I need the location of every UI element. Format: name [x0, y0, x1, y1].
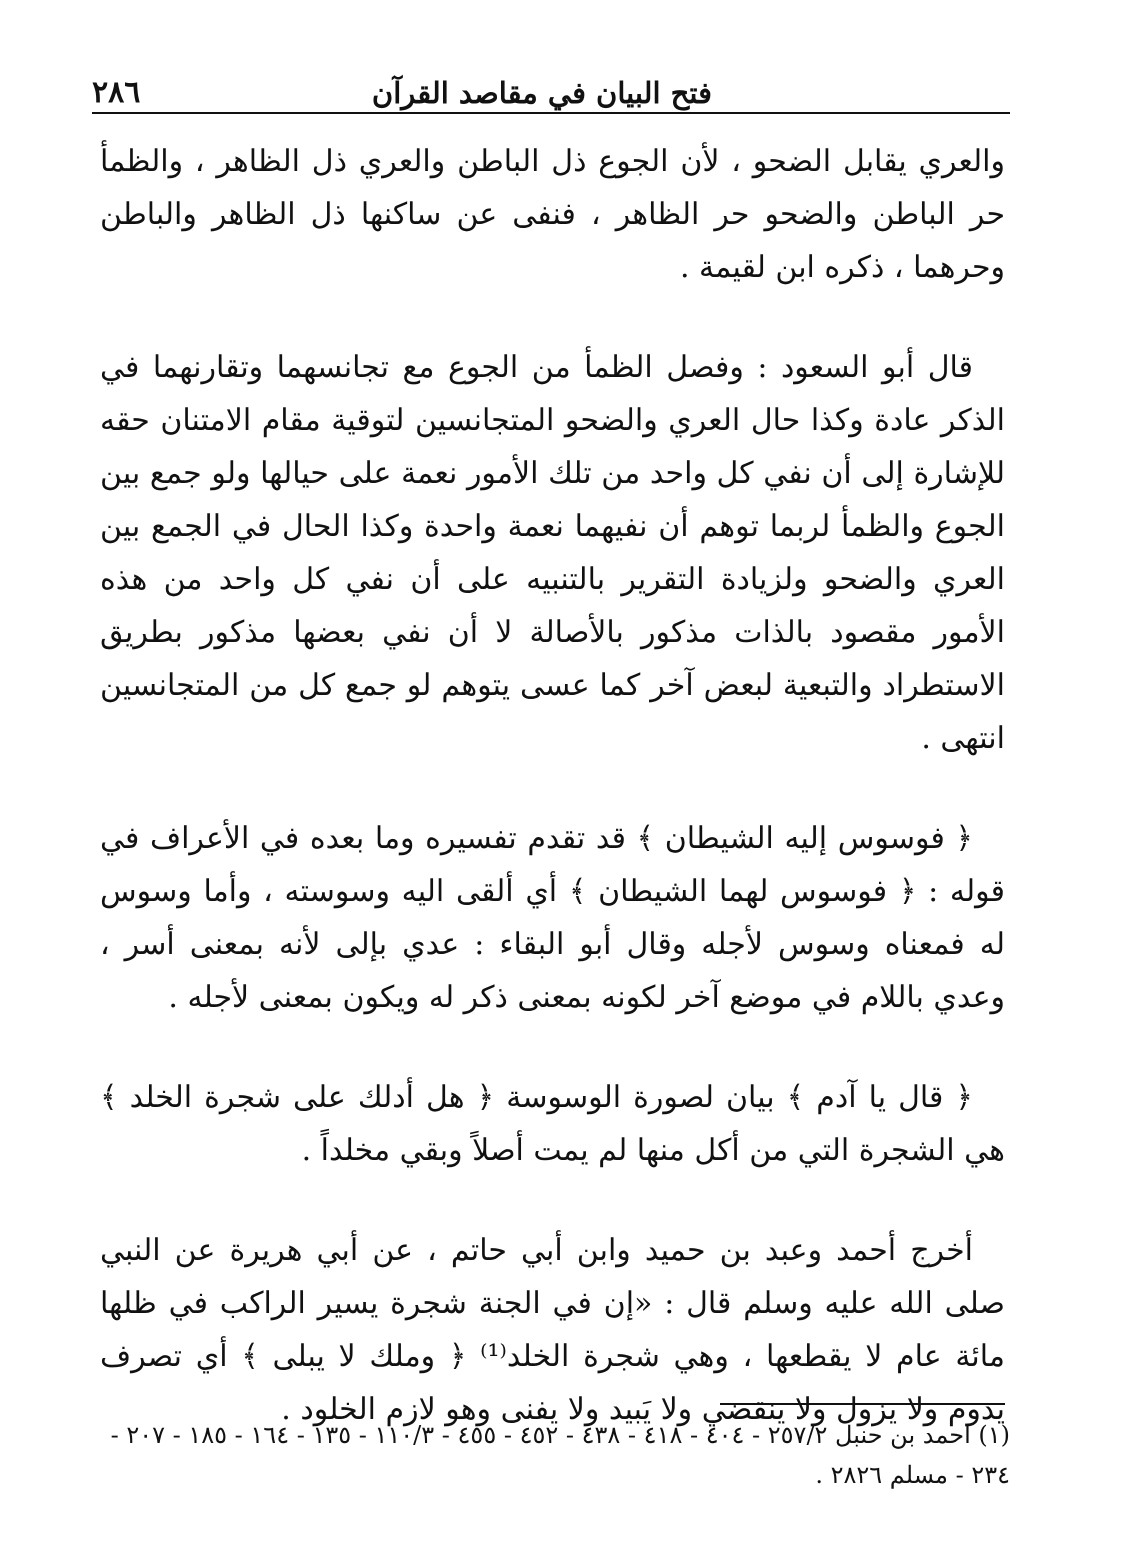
footnote-rule [720, 1403, 1005, 1405]
body-text [100, 135, 1005, 1436]
paragraph-2: قال أبو السعود : وفصل الظمأ من الجوع مع تجانسهما وتقارنهما في الذكر عادة وكذا حال العري والضحو المتجانسين لتوقية مقام الامتنان حقه للإشارة إلى أن نفي كل واحد من تلك الأمور نعمة على حيالها ولو جمع بين الجوع والظمأ لربما توهم أن نفيهما نعمة واحدة وكذا الحال في الجمع بين العري والضحو ولزيادة التقرير بالتنبيه على أن نفي كل واحد من هذه الأمور مقصود بالذات مذكور بالأصالة لا أن نفي بعضها مذكور بطريق الاستطراد والتبعية لبعض آخر كما عسى يتوهم لو جمع كل من المتجانسين انتهى . [100, 350, 1005, 756]
footnotes [100, 1415, 1010, 1495]
page-number: ٢٨٦ [92, 75, 141, 110]
paragraph-1: والعري يقابل الضحو ، لأن الجوع ذل الباطن والعري ذل الظاهر ، والظمأ حر الباطن والضحو حر الظاهر ، فنفى عن ساكنها ذل الظاهر والباطن وحرهما ، ذكره ابن لقيمة . [100, 144, 1005, 285]
paragraph-3: ﴿ فوسوس إليه الشيطان ﴾ قد تقدم تفسيره وما بعده في الأعراف في قوله : ﴿ فوسوس لهما الشيطان ﴾ أي ألقى اليه وسوسته ، وأما وسوس له فمعناه وسوس لأجله وقال أبو البقاء : عدي بإلى لأنه بمعنى أسر ، وعدي باللام في موضع آخر لكونه بمعنى ذكر له ويكون بمعنى لأجله . [100, 821, 1005, 1015]
header-rule [92, 112, 1010, 114]
page-header [92, 55, 1012, 113]
footnote-1: (١) احمد بن حنبل ٢٥٧/٢ - ٤٠٤ - ٤١٨ - ٤٣٨ - ٤٥٢ - ٤٥٥ - ١١٠/٣ - ١٣٥ - ١٦٤ - ١٨٥ - ٢٠٧ - ٢٣٤ - مسلم ٢٨٢٦ . [110, 1421, 1010, 1489]
running-title: فتح البيان في مقاصد القرآن [371, 76, 712, 110]
paragraph-4: ﴿ قال يا آدم ﴾ بيان لصورة الوسوسة ﴿ هل أدلك على شجرة الخلد ﴾ هي الشجرة التي من أكل منها لم يمت أصلاً وبقي مخلداً . [100, 1080, 1005, 1168]
paragraph-5: أخرج أحمد وعبد بن حميد وابن أبي حاتم ، عن أبي هريرة عن النبي صلى الله عليه وسلم قال : «إن في الجنة شجرة يسير الراكب في ظلها مائة عام لا يقطعها ، وهي شجرة الخلد⁽¹⁾ ﴿ وملك لا يبلى ﴾ أي تصرف يدوم ولا يزول ولا ينقضي ولا يَبيد ولا يفنى وهو لازم الخلود . [100, 1233, 1005, 1427]
